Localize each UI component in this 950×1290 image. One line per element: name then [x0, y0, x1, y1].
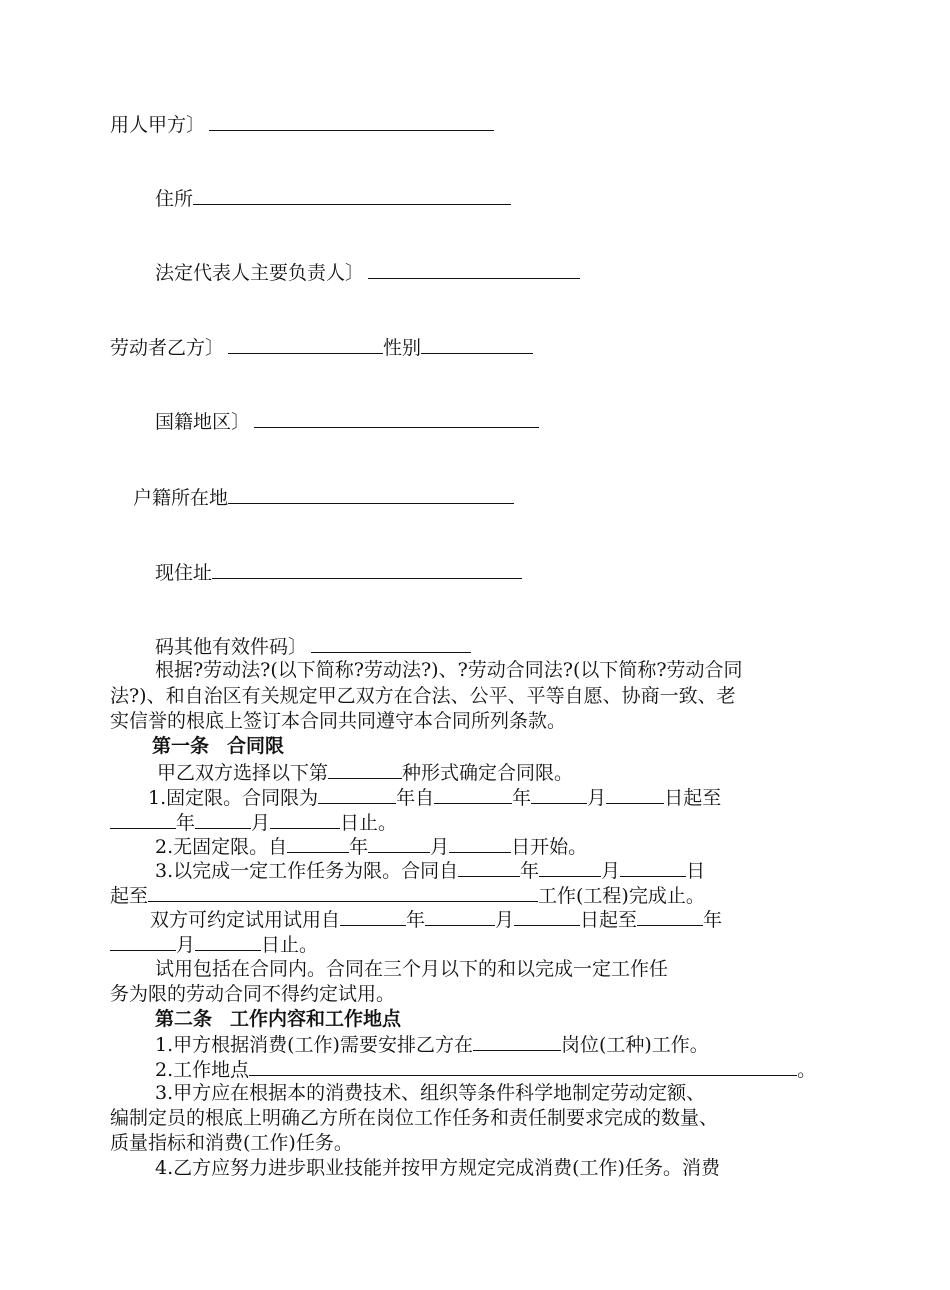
worker-label: 劳动者乙方〕: [110, 337, 225, 359]
trial-text-e: 年: [703, 909, 723, 931]
address-row: [155, 186, 511, 211]
fixed-start-year-blank: [434, 785, 512, 804]
fixed-end-year-blank: [110, 810, 176, 829]
task-year-blank: [458, 858, 520, 877]
address-blank: [193, 186, 511, 205]
trial-start-year-blank: [340, 907, 406, 926]
p2-text-a: 2.工作地点: [155, 1059, 250, 1081]
current-address-blank: [212, 560, 522, 579]
address-label: 住所: [155, 188, 194, 210]
gender-blank: [421, 335, 533, 354]
task-day-blank: [620, 858, 686, 877]
id-row: [155, 634, 471, 659]
fixed-start-month-blank: [531, 785, 587, 804]
article1-intro: [157, 760, 573, 785]
trial-note-line-2: 务为限的劳动合同不得约定试用。: [110, 983, 396, 1005]
preamble-line-3: 实信誉的根底上签订本合同共同遵守本合同所列条款。: [110, 710, 567, 732]
trial-start-day-blank: [514, 907, 580, 926]
p2-text-b: 。: [797, 1059, 817, 1081]
article2-p1: [155, 1032, 709, 1057]
fixed-term-line: [148, 785, 721, 810]
current-address-label: 现住址: [155, 562, 213, 584]
fixed2-text-c: 日止。: [340, 812, 398, 834]
article1-heading: [152, 734, 284, 758]
intro-text-b: 种形式确定合同限。: [402, 762, 574, 784]
open-text-c: 月: [430, 836, 450, 858]
employer-blank: [209, 112, 494, 131]
trial-line-2: [110, 932, 318, 957]
nationality-row: [155, 409, 539, 434]
open-month-blank: [368, 834, 430, 853]
intro-text-a: 甲乙双方选择以下第: [157, 762, 329, 784]
trial2-text-a: 月: [176, 934, 196, 956]
article2-p3-line-3: 质量指标和消费(工作)任务。: [110, 1132, 353, 1154]
id-label: 码其他有效件码〕: [155, 636, 308, 658]
task2-text-a: 起至: [110, 885, 149, 907]
fixed-text-b: 年自: [396, 787, 435, 809]
position-blank: [473, 1032, 561, 1051]
fixed-end-day-blank: [270, 810, 340, 829]
task-end-blank: [148, 883, 538, 902]
article2-title: 工作内容和工作地点: [230, 1008, 402, 1030]
open-text-a: 2.无固定限。自: [155, 836, 288, 858]
task-term-line: [155, 858, 705, 883]
trial-line: [150, 907, 722, 932]
task-month-blank: [539, 858, 601, 877]
workplace-blank: [249, 1057, 797, 1076]
form-choice-blank: [328, 760, 402, 779]
preamble-line-2: 法?)、和自治区有关规定甲乙双方在合法、公平、平等自愿、协商一致、老: [110, 685, 736, 707]
fixed-years-blank: [318, 785, 396, 804]
task-text-d: 日: [686, 860, 706, 882]
trial-end-month-blank: [110, 932, 176, 951]
article1-number: 第一条: [152, 735, 210, 757]
article2-number: 第二条: [155, 1008, 213, 1030]
open-day-blank: [449, 834, 511, 853]
nationality-blank: [254, 409, 539, 428]
gender-label: 性别: [383, 337, 422, 359]
preamble-line-1: 根据?劳动法?(以下简称?劳动法?)、?劳动合同法?(以下简称?劳动合同: [155, 659, 743, 681]
open-text-d: 日开始。: [511, 836, 588, 858]
article2-heading: [155, 1007, 401, 1031]
legal-rep-blank: [368, 260, 580, 279]
fixed-text-e: 日起至: [664, 787, 722, 809]
task2-text-b: 工作(工程)完成止。: [538, 885, 705, 907]
household-label: 户籍所在地: [133, 487, 229, 509]
open-text-b: 年: [349, 836, 369, 858]
employer-row: [110, 112, 494, 137]
trial-end-year-blank: [637, 907, 703, 926]
article2-p4-line-1: 4.乙方应努力进步职业技能并按甲方规定完成消费(工作)任务。消费: [155, 1157, 720, 1179]
worker-row: [110, 335, 533, 360]
fixed-end-month-blank: [195, 810, 251, 829]
fixed-text-c: 年: [512, 787, 532, 809]
trial-end-day-blank: [195, 932, 261, 951]
task-text-a: 3.以完成一定工作任务为限。合同自: [155, 860, 459, 882]
fixed-text-a: 1.固定限。合同限为: [148, 787, 319, 809]
article2-p3-line-1: 3.甲方应在根据本的消费技术、组织等条件科学地制定劳动定额、: [155, 1082, 706, 1104]
current-address-row: [155, 560, 522, 585]
nationality-label: 国籍地区〕: [155, 411, 251, 433]
fixed-term-line-2: [110, 810, 397, 835]
article1-title: 合同限: [227, 735, 285, 757]
fixed2-text-a: 年: [176, 812, 196, 834]
p1-text-a: 1.甲方根据消费(工作)需要安排乙方在: [155, 1034, 473, 1056]
task-term-line-2: [110, 883, 705, 908]
trial-text-b: 年: [406, 909, 426, 931]
fixed2-text-b: 月: [251, 812, 271, 834]
trial-text-c: 月: [495, 909, 515, 931]
employer-label: 用人甲方〕: [110, 114, 206, 136]
trial-note-line-1: 试用包括在合同内。合同在三个月以下的和以完成一定工作任: [155, 958, 669, 980]
open-term-line: [155, 834, 587, 859]
trial-start-month-blank: [425, 907, 495, 926]
legal-rep-label: 法定代表人主要负责人〕: [155, 262, 365, 284]
trial-text-d: 日起至: [580, 909, 638, 931]
id-blank: [311, 634, 471, 653]
trial-text-a: 双方可约定试用试用自: [150, 909, 341, 931]
household-row: [133, 485, 514, 510]
p1-text-b: 岗位(工种)工作。: [560, 1034, 709, 1056]
open-year-blank: [287, 834, 349, 853]
trial2-text-b: 日止。: [261, 934, 319, 956]
article2-p2: [155, 1057, 816, 1082]
fixed-start-day-blank: [606, 785, 664, 804]
article2-p3-line-2: 编制定员的根底上明确乙方所在岗位工作任务和责任制要求完成的数量、: [110, 1107, 719, 1129]
task-text-b: 年: [520, 860, 540, 882]
task-text-c: 月: [601, 860, 621, 882]
fixed-text-d: 月: [587, 787, 607, 809]
worker-blank: [228, 335, 383, 354]
legal-rep-row: [155, 260, 580, 285]
household-blank: [228, 485, 514, 504]
